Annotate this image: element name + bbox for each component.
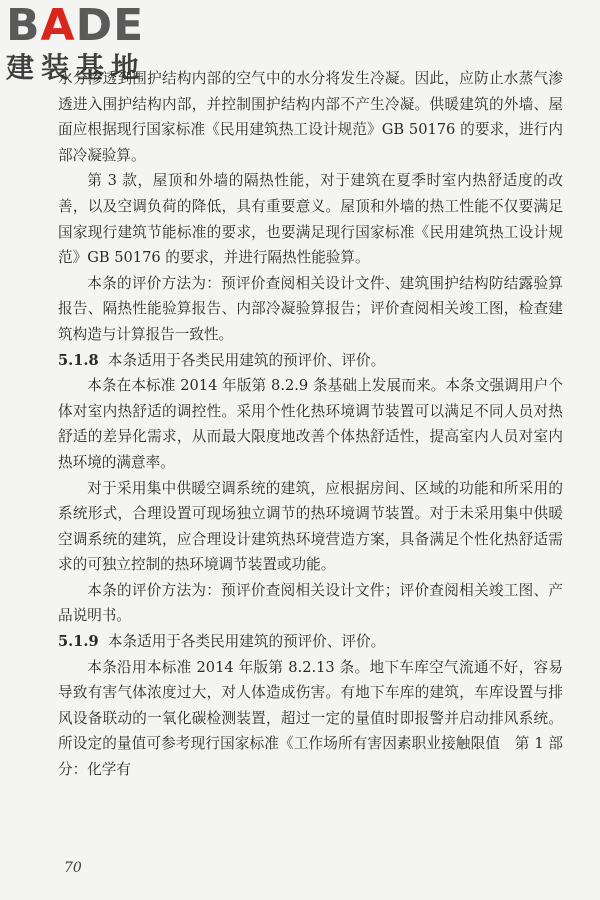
body-text (58, 66, 563, 783)
section-number: 5.1.8 (58, 351, 99, 369)
page-number: 70 (64, 860, 82, 876)
paragraph: 水分渗透到围护结构内部的空气中的水分将发生冷凝。因此，应防止水蒸气渗透进入围护结构内部，并控制围护结构内部不产生冷凝。供暖建筑的外墙、屋面应根据现行国家标准《民用建筑热工设计规范》GB 50176 的要求，进行内部冷凝验算。 (58, 70, 563, 164)
section-heading-5-1-8 (58, 348, 563, 374)
paragraph: 本条的评价方法为：预评价查阅相关设计文件、建筑围护结构防结露验算报告、隔热性能验算报告、内部冷凝验算报告；评价查阅相关竣工图，检查建筑构造与计算报告一致性。 (58, 274, 563, 343)
paragraph: 本条在本标准 2014 年版第 8.2.9 条基础上发展而来。本条文强调用户个体对室内热舒适的调控性。采用个性化热环境调节装置可以满足不同人员对热舒适的差异化需求，从而最大限度地改善个体热舒适性，提高室内人员对室内热环境的满意率。 (58, 377, 563, 471)
section-heading-5-1-9 (58, 629, 563, 655)
section-text: 本条适用于各类民用建筑的预评价、评价。 (107, 633, 386, 651)
paragraph: 对于采用集中供暖空调系统的建筑，应根据房间、区域的功能和所采用的系统形式，合理设置可现场独立调节的热环境调节装置。对于未采用集中供暖空调系统的建筑，应合理设计建筑热环境营造方案，具备满足个性化热舒适需求的可独立控制的热环境调节装置或功能。 (58, 479, 563, 574)
logo-latin-text: BADE (6, 0, 145, 51)
paragraph: 本条的评价方法为：预评价查阅相关设计文件；评价查阅相关竣工图、产品说明书。 (58, 581, 563, 625)
section-text: 本条适用于各类民用建筑的预评价、评价。 (107, 351, 386, 369)
paragraph: 本条沿用本标准 2014 年版第 8.2.13 条。地下车库空气流通不好，容易导致有害气体浓度过大，对人体造成伤害。有地下车库的建筑，车库设置与排风设备联动的一氧化碳检测装置，超过一定的量值时即报警并启动排风系统。所设定的量值可参考现行国家标准《工作场所有害因素职业接触限值 第 1 部分：化学有 (58, 658, 563, 779)
paragraph: 第 3 款，屋顶和外墙的隔热性能，对于建筑在夏季时室内热舒适度的改善，以及空调负荷的降低，具有重要意义。屋顶和外墙的热工性能不仅要满足国家现行建筑节能标准的要求，也要满足现行国家标准《民用建筑热工设计规范》GB 50176 的要求，并进行隔热性能验算。 (58, 172, 563, 267)
section-number: 5.1.9 (58, 633, 99, 651)
logo-chinese-text: 建装基地 (6, 51, 147, 84)
